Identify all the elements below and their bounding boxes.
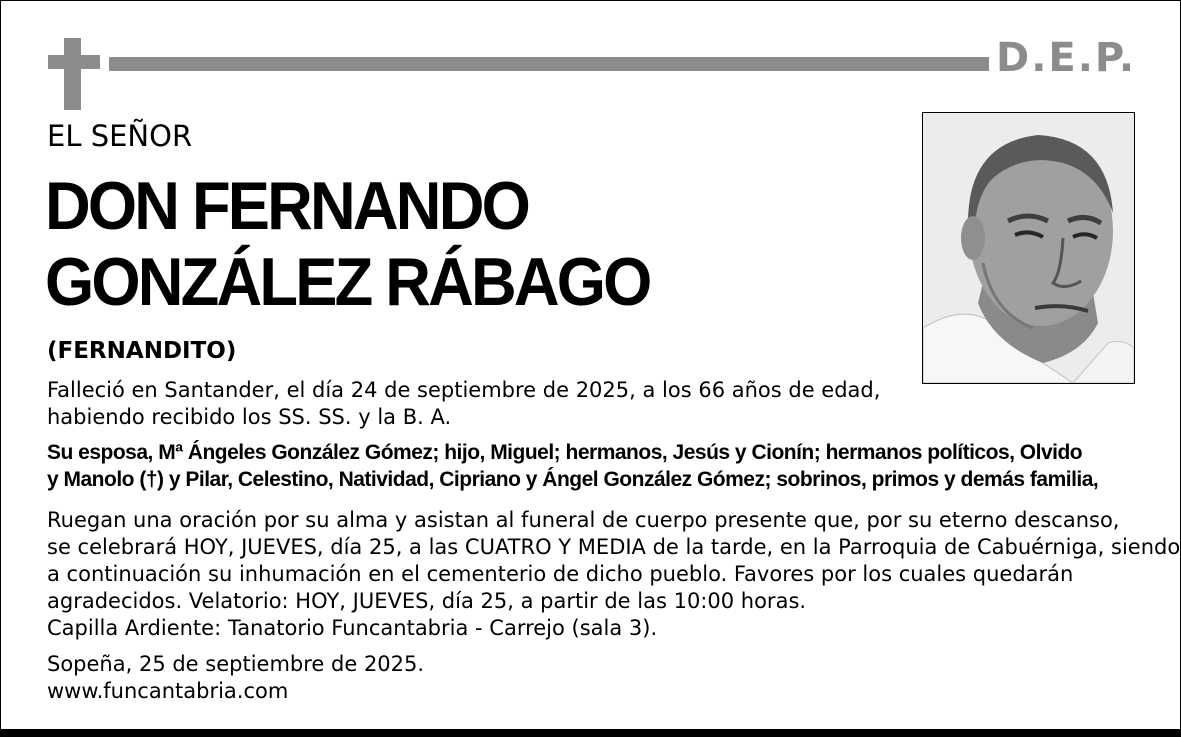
name-line-1: DON FERNANDO	[45, 168, 528, 244]
funeral-line: se celebrará HOY, JUEVES, día 25, a las CUATRO Y MEDIA de la tarde, en la Parroquia de Cabuérniga, siendo	[47, 535, 1181, 559]
dep-label: D.E.P.	[996, 35, 1137, 81]
place-date: Sopeña, 25 de septiembre de 2025.	[47, 652, 425, 676]
death-notice-line: habiendo recibido los SS. SS. y la B. A.	[47, 405, 452, 429]
death-notice	[47, 377, 880, 431]
death-notice-line: Falleció en Santander, el día 24 de septiembre de 2025, a los 66 años de edad,	[47, 378, 881, 402]
portrait-icon	[923, 113, 1134, 383]
family-line: Su esposa, Mª Ángeles González Gómez; hijo, Miguel; hermanos, Jesús y Cionín; hermanos políticos, Olvido	[47, 441, 1083, 464]
header-rule	[109, 57, 989, 71]
family-list	[47, 439, 1098, 493]
bottom-bar	[0, 729, 1181, 737]
funeral-line: agradecidos. Velatorio: HOY, JUEVES, día 25, a partir de las 10:00 horas.	[47, 589, 807, 613]
funeral-details	[47, 507, 1180, 642]
honorific: EL SEÑOR	[47, 119, 193, 153]
website-link[interactable]: www.funcantabria.com	[47, 679, 289, 703]
cross-icon	[48, 38, 100, 110]
family-line: y Manolo (†) y Pilar, Celestino, Natividad, Cipriano y Ángel González Gómez; sobrinos, primos y demás familia,	[47, 468, 1099, 491]
funeral-line: Capilla Ardiente: Tanatorio Funcantabria - Carrejo (sala 3).	[47, 616, 658, 640]
funeral-line: Ruegan una oración por su alma y asistan al funeral de cuerpo presente que, por su eterno descanso,	[47, 508, 1120, 532]
funeral-line: a continuación su inhumación en el cementerio de dicho pueblo. Favores por los cuales quedarán	[47, 562, 1074, 586]
name-line-2: GONZÁLEZ RÁBAGO	[45, 244, 650, 320]
deceased-name	[45, 168, 650, 320]
portrait-photo	[922, 112, 1135, 384]
footer	[47, 651, 424, 705]
nickname: (FERNANDITO)	[47, 338, 237, 364]
